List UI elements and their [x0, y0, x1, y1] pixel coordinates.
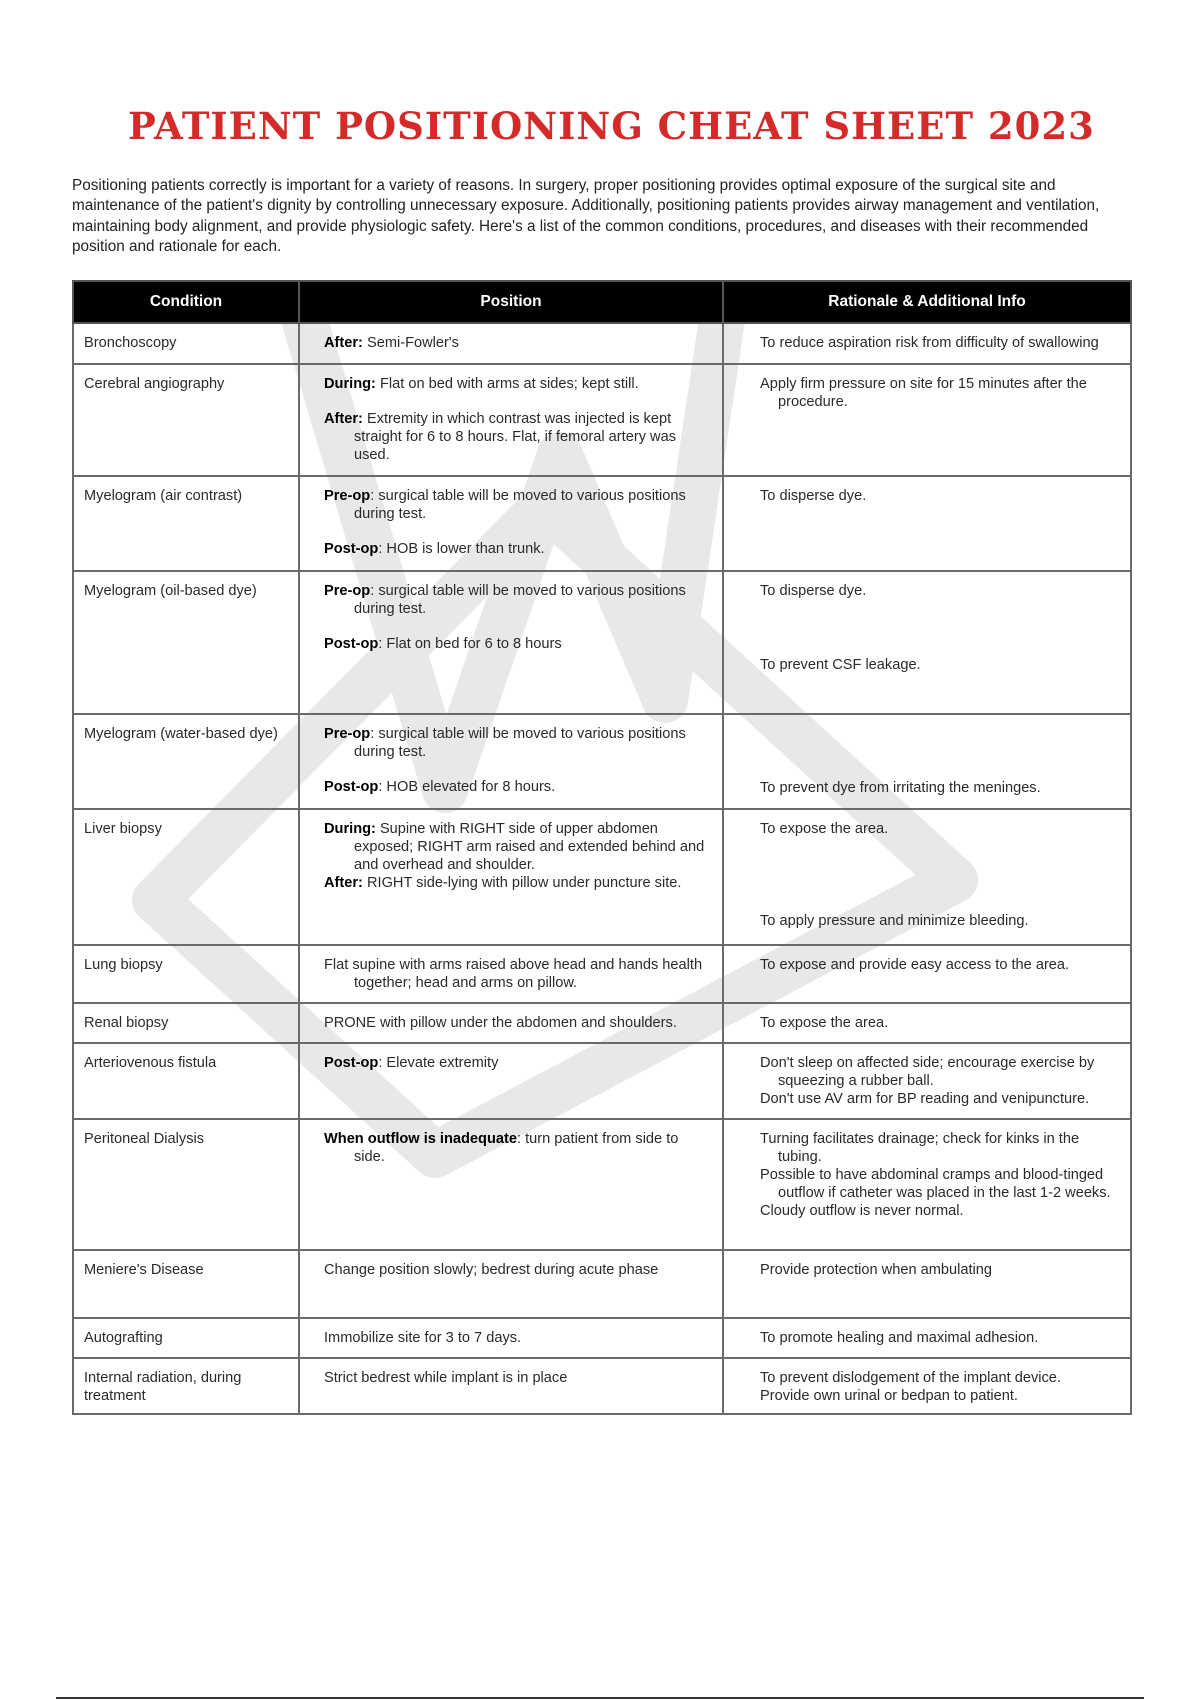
- position-paragraph: [324, 540, 712, 558]
- rationale-paragraph: To disperse dye.: [760, 488, 867, 504]
- rationale-paragraph: To expose and provide easy access to the area.: [760, 957, 1070, 973]
- rationale-paragraph: To disperse dye.: [760, 583, 867, 599]
- rationale-paragraph: To apply pressure and minimize bleeding.: [760, 913, 1029, 929]
- rationale-cell: [723, 714, 1131, 809]
- table-row: [73, 809, 1131, 945]
- rationale-cell: [723, 1250, 1131, 1318]
- position-paragraph: [324, 410, 712, 464]
- rationale-paragraph: Possible to have abdominal cramps and blood-tinged outflow if catheter was placed in the last 1-2 weeks.: [760, 1167, 1111, 1201]
- position-text: Supine with RIGHT side of upper abdomen exposed; RIGHT arm raised and extended behind and and overhead and shoulder.: [354, 821, 705, 873]
- rationale-cell: [723, 1318, 1131, 1358]
- rationale-paragraph: To prevent CSF leakage.: [760, 657, 921, 673]
- position-paragraph: [324, 956, 712, 992]
- table-row: [73, 1119, 1131, 1250]
- table-row: [73, 945, 1131, 1003]
- condition-cell: Renal biopsy: [73, 1003, 299, 1043]
- position-paragraph: [324, 1369, 712, 1387]
- rationale-paragraph: Don't sleep on affected side; encourage exercise by squeezing a rubber ball.: [760, 1055, 1095, 1089]
- position-paragraph: [324, 1261, 712, 1279]
- position-text: : HOB is lower than trunk.: [378, 541, 545, 557]
- position-cell: [299, 1318, 723, 1358]
- position-cell: [299, 1358, 723, 1414]
- rationale-paragraph: Provide own urinal or bedpan to patient.: [760, 1388, 1018, 1404]
- position-paragraph: [324, 820, 712, 874]
- position-paragraph: [324, 778, 712, 796]
- position-text: Flat on bed with arms at sides; kept still.: [375, 376, 639, 392]
- position-label: After:: [324, 335, 363, 351]
- rationale-paragraph: To prevent dye from irritating the meninges.: [760, 780, 1041, 796]
- rationale-cell: [723, 945, 1131, 1003]
- position-text: RIGHT side-lying with pillow under puncture site.: [362, 875, 682, 891]
- position-label: Post-op: [324, 1055, 379, 1071]
- position-paragraph: [324, 375, 712, 393]
- position-label: Post-op: [324, 541, 379, 557]
- position-paragraph: [324, 1329, 712, 1347]
- rationale-paragraph: Turning facilitates drainage; check for kinks in the tubing.: [760, 1131, 1080, 1165]
- position-cell: [299, 1250, 723, 1318]
- position-label: Pre-op: [324, 583, 371, 599]
- position-text: : Flat on bed for 6 to 8 hours: [378, 636, 562, 652]
- rationale-cell: [723, 1119, 1131, 1250]
- position-cell: [299, 809, 723, 945]
- position-text: Immobilize site for 3 to 7 days.: [324, 1330, 522, 1346]
- position-paragraph: [324, 487, 712, 523]
- position-paragraph: [324, 635, 712, 653]
- table-row: [73, 1250, 1131, 1318]
- rationale-cell: [723, 1043, 1131, 1119]
- position-label: Post-op: [324, 636, 379, 652]
- condition-cell: Peritoneal Dialysis: [73, 1119, 299, 1250]
- position-label: During:: [324, 376, 376, 392]
- condition-cell: Cerebral angiography: [73, 364, 299, 476]
- rationale-cell: [723, 476, 1131, 571]
- condition-cell: Lung biopsy: [73, 945, 299, 1003]
- position-text: Flat supine with arms raised above head and hands health together; head and arms on pillow.: [324, 957, 703, 991]
- rationale-cell: [723, 323, 1131, 364]
- table-row: [73, 364, 1131, 476]
- position-text: : surgical table will be moved to various positions during test.: [354, 488, 686, 522]
- position-text: : turn patient from side to side.: [354, 1131, 679, 1165]
- position-label: When outflow is inadequate: [324, 1131, 517, 1147]
- position-paragraph: [324, 1054, 712, 1072]
- rationale-paragraph: Provide protection when ambulating: [760, 1262, 993, 1278]
- position-paragraph: [324, 334, 712, 352]
- rationale-paragraph: To prevent dislodgement of the implant device.: [760, 1370, 1061, 1386]
- position-text: : surgical table will be moved to various positions during test.: [354, 726, 686, 760]
- position-paragraph: [324, 582, 712, 618]
- rationale-paragraph: To expose the area.: [760, 821, 889, 837]
- position-cell: [299, 945, 723, 1003]
- table-row: [73, 714, 1131, 809]
- condition-cell: Myelogram (oil-based dye): [73, 571, 299, 714]
- rationale-cell: [723, 809, 1131, 945]
- position-text: Strict bedrest while implant is in place: [324, 1370, 568, 1386]
- condition-cell: Liver biopsy: [73, 809, 299, 945]
- position-paragraph: [324, 1130, 712, 1166]
- rationale-paragraph: To promote healing and maximal adhesion.: [760, 1330, 1039, 1346]
- condition-cell: Autografting: [73, 1318, 299, 1358]
- table-row: [73, 1318, 1131, 1358]
- table-row: [73, 1043, 1131, 1119]
- position-label: After:: [324, 875, 363, 891]
- position-text: Extremity in which contrast was injected is kept straight for 6 to 8 hours. Flat, if femoral artery was used.: [354, 411, 676, 463]
- position-paragraph: [324, 1014, 712, 1032]
- table-row: [73, 1358, 1131, 1414]
- position-cell: [299, 1003, 723, 1043]
- condition-cell: Bronchoscopy: [73, 323, 299, 364]
- rationale-cell: [723, 1003, 1131, 1043]
- position-label: Post-op: [324, 779, 379, 795]
- table-row: [73, 323, 1131, 364]
- condition-cell: Arteriovenous fistula: [73, 1043, 299, 1119]
- position-cell: [299, 476, 723, 571]
- table-row: [73, 571, 1131, 714]
- rationale-paragraph: Cloudy outflow is never normal.: [760, 1203, 964, 1219]
- condition-cell: Myelogram (water-based dye): [73, 714, 299, 809]
- position-text: : HOB elevated for 8 hours.: [378, 779, 556, 795]
- table-body: [73, 323, 1131, 1414]
- rationale-paragraph: To expose the area.: [760, 1015, 889, 1031]
- position-text: Semi-Fowler's: [362, 335, 459, 351]
- rationale-cell: [723, 1358, 1131, 1414]
- position-text: PRONE with pillow under the abdomen and shoulders.: [324, 1015, 677, 1031]
- condition-cell: Myelogram (air contrast): [73, 476, 299, 571]
- position-cell: [299, 323, 723, 364]
- position-cell: [299, 571, 723, 714]
- header-rationale: Rationale & Additional Info: [723, 281, 1131, 323]
- position-cell: [299, 714, 723, 809]
- table-header-row: [73, 281, 1131, 323]
- position-paragraph: [324, 874, 712, 892]
- rationale-paragraph: Don't use AV arm for BP reading and venipuncture.: [760, 1091, 1090, 1107]
- position-cell: [299, 364, 723, 476]
- position-label: During:: [324, 821, 376, 837]
- position-text: Change position slowly; bedrest during acute phase: [324, 1262, 659, 1278]
- condition-cell: Meniere's Disease: [73, 1250, 299, 1318]
- header-position: Position: [299, 281, 723, 323]
- header-condition: Condition: [73, 281, 299, 323]
- position-label: After:: [324, 411, 363, 427]
- position-label: Pre-op: [324, 726, 371, 742]
- footer-rule: [56, 1697, 1144, 1699]
- position-paragraph: [324, 725, 712, 761]
- position-cell: [299, 1119, 723, 1250]
- table-row: [73, 476, 1131, 571]
- condition-cell: Internal radiation, during treatment: [73, 1358, 299, 1414]
- position-text: : Elevate extremity: [378, 1055, 499, 1071]
- rationale-paragraph: Apply firm pressure on site for 15 minutes after the procedure.: [760, 376, 1087, 410]
- rationale-cell: [723, 571, 1131, 714]
- position-text: : surgical table will be moved to various positions during test.: [354, 583, 686, 617]
- page-title: PATIENT POSITIONING CHEAT SHEET 2023: [128, 104, 1095, 148]
- position-label: Pre-op: [324, 488, 371, 504]
- intro-paragraph: Positioning patients correctly is important for a variety of reasons. In surgery, proper positioning provides optimal exposure of the surgical site and maintenance of the patient's dignity by controlling unnecessary exposure. Additionally, positioning patients provides airway management and ventilation, maintaining body alignment, and provide physiologic safety. Here's a list of the common conditions, procedures, and diseases with their recommended position and rationale for each.: [72, 177, 1100, 255]
- rationale-cell: [723, 364, 1131, 476]
- table-row: [73, 1003, 1131, 1043]
- position-cell: [299, 1043, 723, 1119]
- rationale-paragraph: To reduce aspiration risk from difficulty of swallowing: [760, 335, 1099, 351]
- positioning-table: [72, 280, 1132, 1415]
